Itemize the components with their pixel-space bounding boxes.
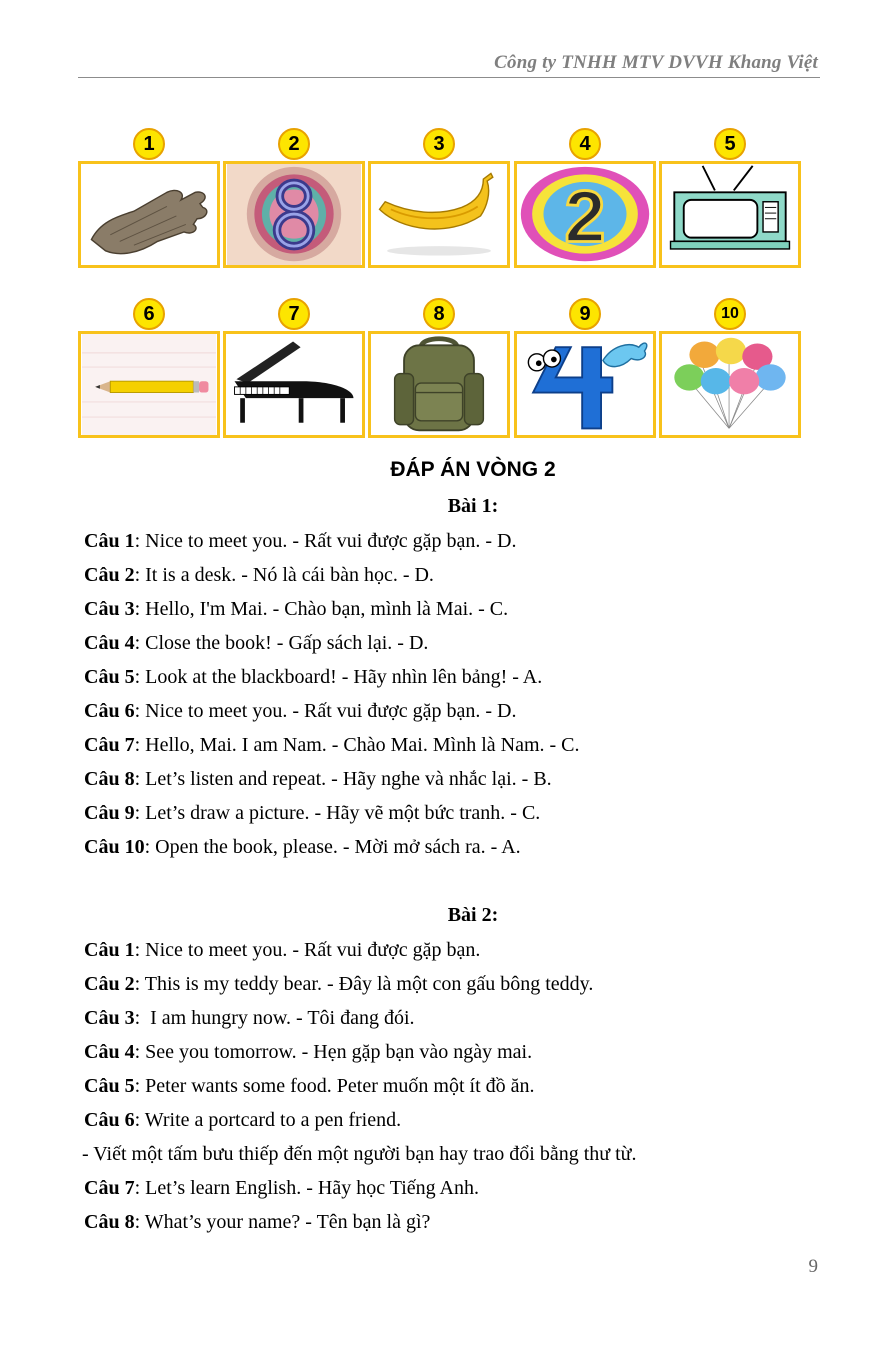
picture-number-badge: 5 xyxy=(714,128,746,160)
picture-7 xyxy=(223,298,365,438)
bai1-title: Bài 1: xyxy=(447,495,499,517)
bai1-line xyxy=(84,598,508,621)
answer-text: : What’s your name? - Tên bạn là gì? xyxy=(134,1211,431,1233)
picture-number-badge: 1 xyxy=(133,128,165,160)
picture-number-badge: 10 xyxy=(714,298,746,330)
bai2-line xyxy=(84,939,480,962)
answer-text: : Close the book! - Gấp sách lại. - D. xyxy=(134,632,429,654)
question-label: Câu 6 xyxy=(84,700,135,722)
bai2-line xyxy=(84,1177,479,1200)
picture-2 xyxy=(223,128,365,268)
picture-4 xyxy=(514,128,656,268)
picture-number-badge: 2 xyxy=(278,128,310,160)
picture-9 xyxy=(514,298,656,438)
question-label: Câu 10 xyxy=(84,836,145,858)
bai1-line xyxy=(84,564,434,587)
backpack-icon xyxy=(368,331,510,438)
bai2-line xyxy=(84,1109,401,1132)
answer-text: : It is a desk. - Nó là cái bàn học. - D. xyxy=(134,564,434,586)
piano-icon xyxy=(223,331,365,438)
answer-text: : I am hungry now. - Tôi đang đói. xyxy=(134,1007,415,1029)
bai1-line xyxy=(84,666,542,689)
answer-text: : Nice to meet you. - Rất vui được gặp bạn. - D. xyxy=(134,700,517,722)
answer-text: : Nice to meet you. - Rất vui được gặp bạn. - D. xyxy=(134,530,517,552)
bai2-line xyxy=(84,1007,415,1030)
bai2-line xyxy=(84,1075,535,1098)
bai2-line xyxy=(82,1143,637,1166)
answer-text: : Open the book, please. - Mời mở sách ra. - A. xyxy=(144,836,521,858)
bai2-title: Bài 2: xyxy=(447,904,499,926)
question-label: Câu 5 xyxy=(84,1075,135,1097)
bai1-line xyxy=(84,836,521,859)
question-label: Câu 8 xyxy=(84,768,135,790)
answer-text: - Viết một tấm bưu thiếp đến một người bạn hay trao đổi bằng thư từ. xyxy=(82,1143,637,1165)
bai2-line xyxy=(84,1041,532,1064)
bai1-line xyxy=(84,530,516,553)
header-divider xyxy=(78,77,820,78)
bai1-line xyxy=(84,802,540,825)
question-label: Câu 1 xyxy=(84,939,135,961)
question-label: Câu 2 xyxy=(84,973,135,995)
answer-text: : Hello, I'm Mai. - Chào bạn, mình là Mai. - C. xyxy=(134,598,509,620)
header-company: Công ty TNHH MTV DVVH Khang Việt xyxy=(494,52,818,73)
answers-title: ĐÁP ÁN VÒNG 2 xyxy=(390,458,556,481)
banana-icon xyxy=(368,161,510,268)
page-number: 9 xyxy=(808,1256,818,1277)
bai1-line xyxy=(84,700,516,723)
bai2-line xyxy=(84,973,593,996)
television-icon xyxy=(659,161,801,268)
answer-text: : Look at the blackboard! - Hãy nhìn lên bảng! - A. xyxy=(134,666,543,688)
answer-text: : Hello, Mai. I am Nam. - Chào Mai. Mình là Nam. - C. xyxy=(134,734,580,756)
question-label: Câu 4 xyxy=(84,632,135,654)
answer-text: : Nice to meet you. - Rất vui được gặp bạn. xyxy=(134,939,481,961)
answer-text: : Let’s draw a picture. - Hãy vẽ một bức tranh. - C. xyxy=(134,802,541,824)
question-label: Câu 8 xyxy=(84,1211,135,1233)
picture-5 xyxy=(659,128,801,268)
question-label: Câu 3 xyxy=(84,1007,135,1029)
picture-1 xyxy=(78,128,220,268)
bai1-line xyxy=(84,768,552,791)
picture-number-badge: 3 xyxy=(423,128,455,160)
answer-text: : This is my teddy bear. - Đây là một con gấu bông teddy. xyxy=(134,973,594,995)
question-label: Câu 2 xyxy=(84,564,135,586)
picture-row-1 xyxy=(78,128,802,268)
pencil-icon xyxy=(78,331,220,438)
picture-8 xyxy=(368,298,510,438)
answer-text: : Let’s learn English. - Hãy học Tiếng Anh. xyxy=(134,1177,479,1199)
question-label: Câu 6 xyxy=(84,1109,135,1131)
bai1-line xyxy=(84,734,580,757)
number-two-icon xyxy=(514,161,656,268)
glove-icon xyxy=(78,161,220,268)
picture-number-badge: 9 xyxy=(569,298,601,330)
question-label: Câu 9 xyxy=(84,802,135,824)
question-label: Câu 7 xyxy=(84,734,135,756)
svg-text:2: 2 xyxy=(564,174,606,258)
picture-10 xyxy=(659,298,801,438)
balloons-icon xyxy=(659,331,801,438)
picture-3 xyxy=(368,128,510,268)
question-label: Câu 4 xyxy=(84,1041,135,1063)
picture-6 xyxy=(78,298,220,438)
question-label: Câu 7 xyxy=(84,1177,135,1199)
answer-text: : See you tomorrow. - Hẹn gặp bạn vào ngày mai. xyxy=(134,1041,533,1063)
picture-number-badge: 7 xyxy=(278,298,310,330)
number-four-icon xyxy=(514,331,656,438)
picture-number-badge: 4 xyxy=(569,128,601,160)
answer-text: : Peter wants some food. Peter muốn một ít đồ ăn. xyxy=(134,1075,535,1097)
answer-text: : Write a portcard to a pen friend. xyxy=(134,1109,402,1131)
picture-number-badge: 6 xyxy=(133,298,165,330)
question-label: Câu 5 xyxy=(84,666,135,688)
bai1-line xyxy=(84,632,428,655)
picture-row-2 xyxy=(78,298,802,438)
picture-number-badge: 8 xyxy=(423,298,455,330)
bai2-line xyxy=(84,1211,430,1234)
question-label: Câu 3 xyxy=(84,598,135,620)
question-label: Câu 1 xyxy=(84,530,135,552)
number-eight-icon xyxy=(223,161,365,268)
answer-text: : Let’s listen and repeat. - Hãy nghe và nhắc lại. - B. xyxy=(134,768,552,790)
